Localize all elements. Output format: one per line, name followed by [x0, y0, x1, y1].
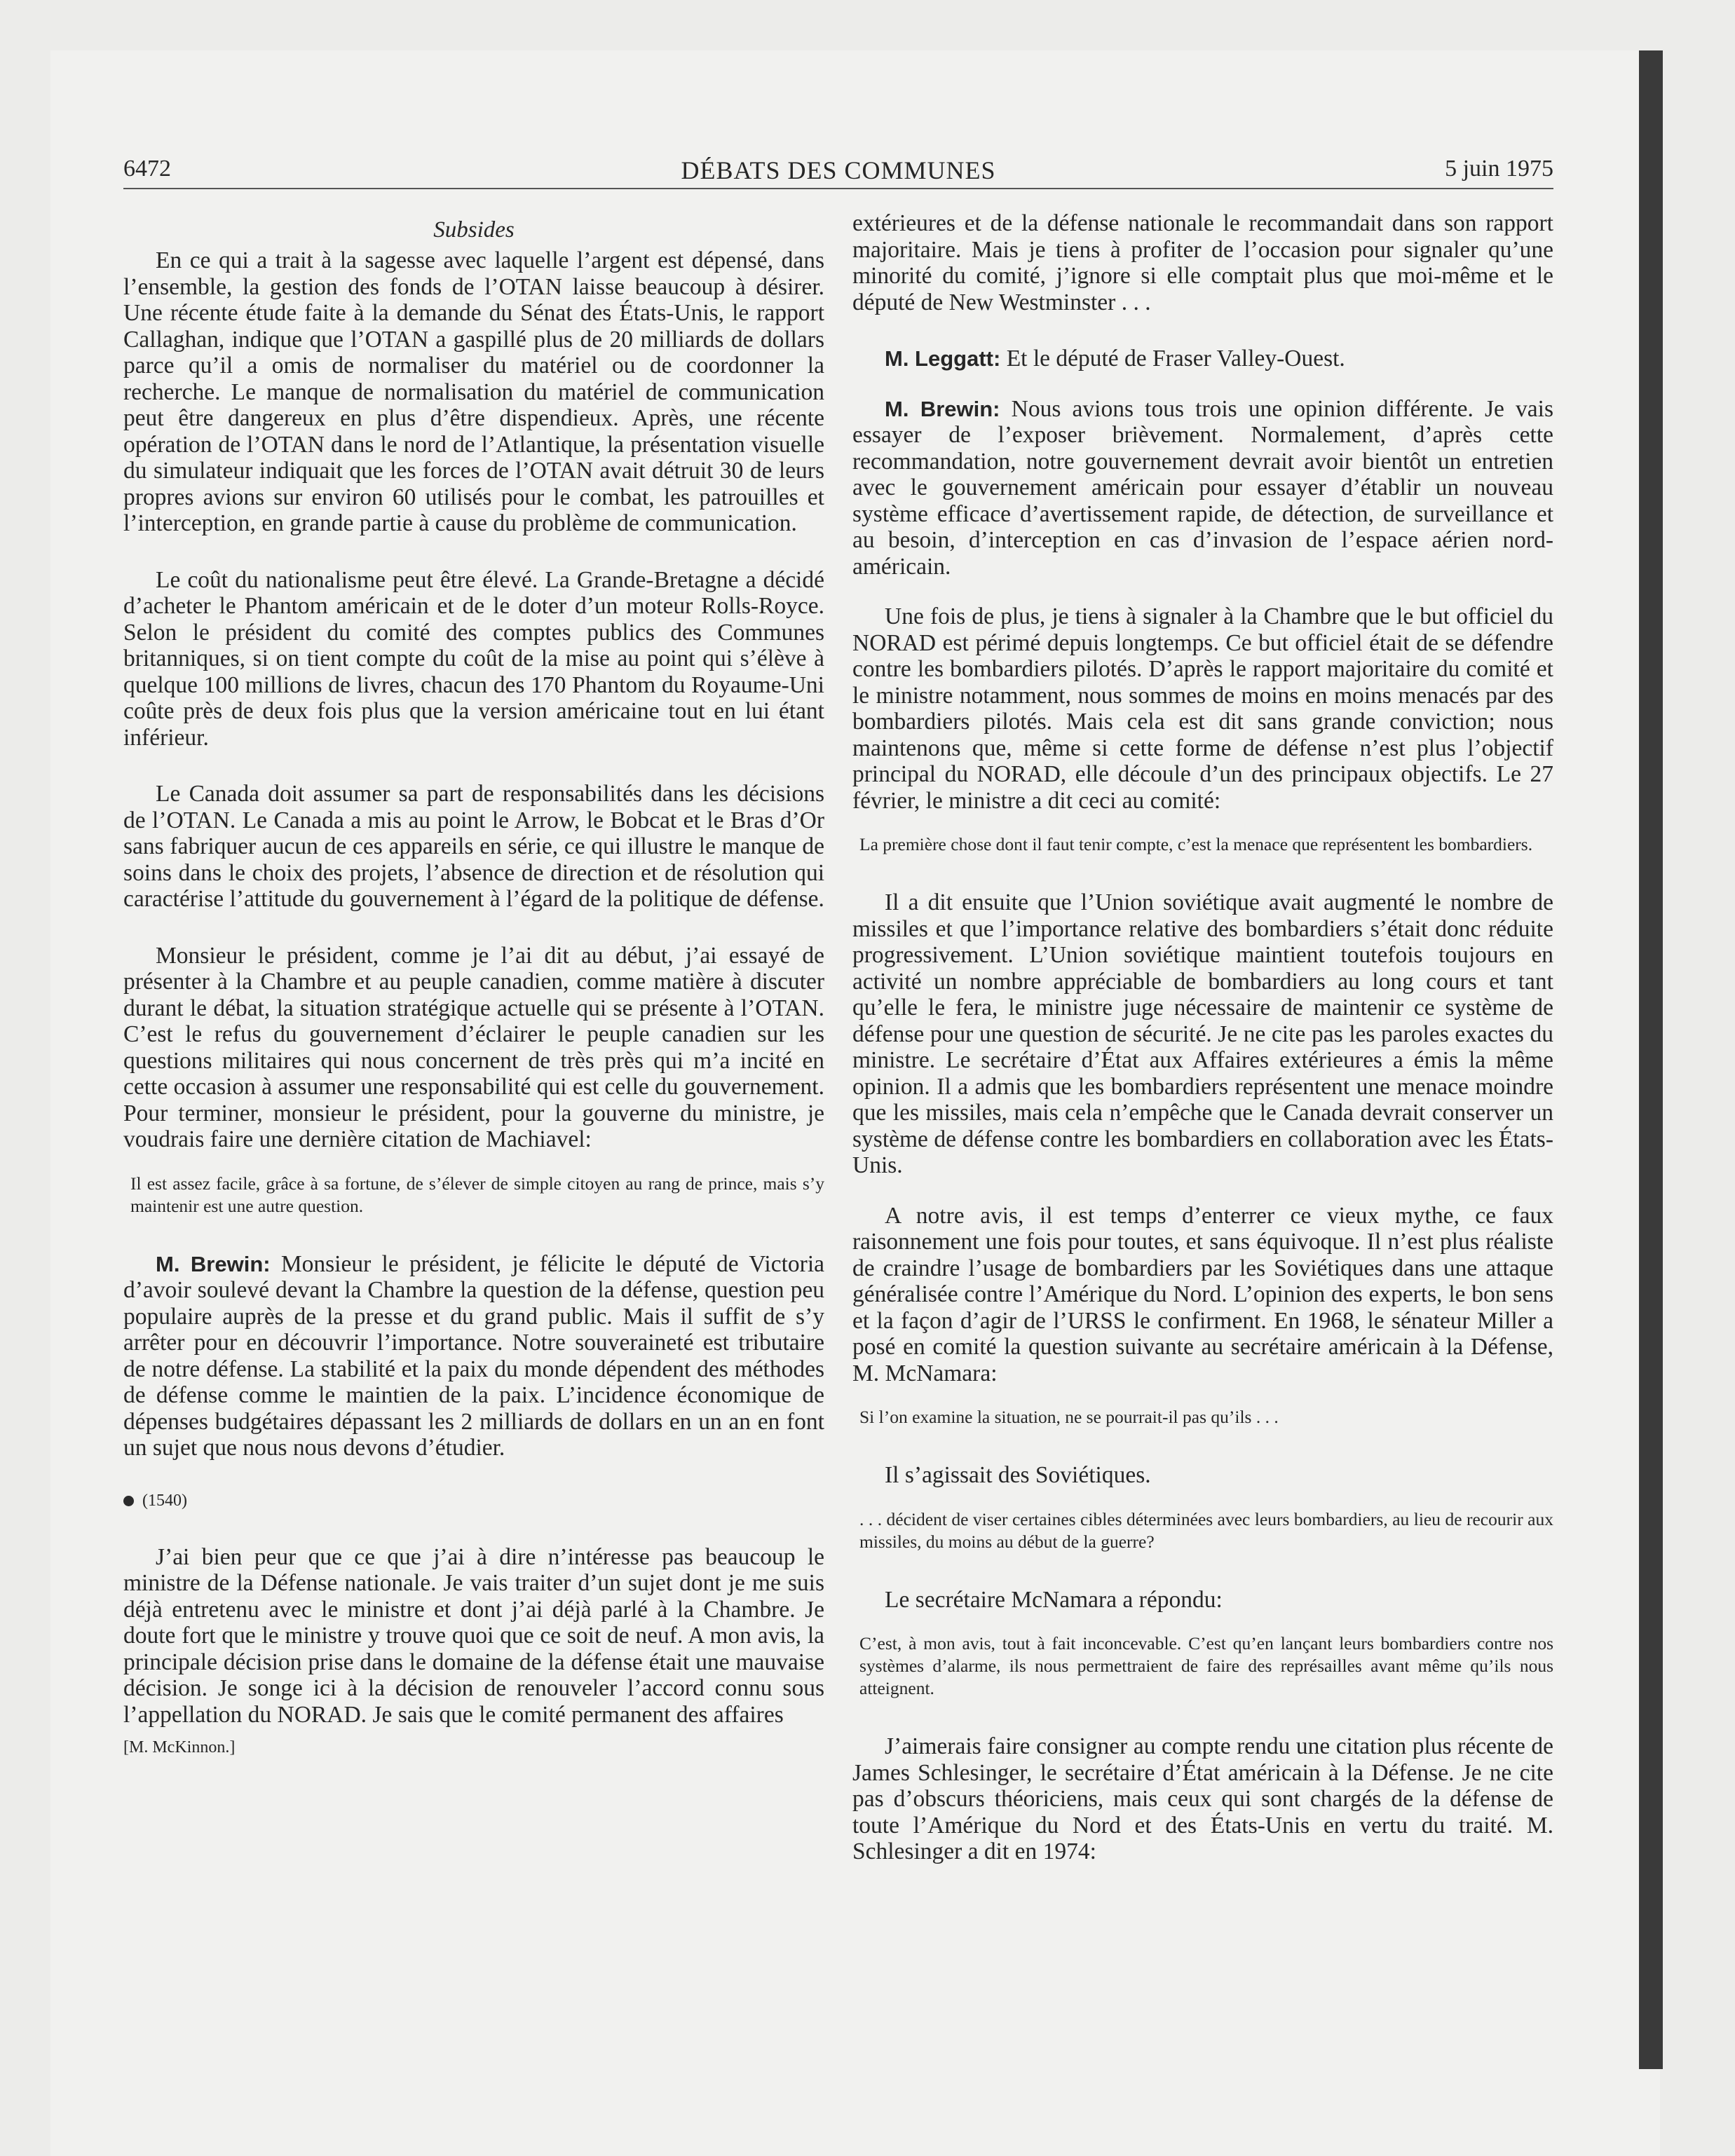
paragraph: Le secrétaire McNamara a répondu: — [885, 1586, 1223, 1613]
page-date: 5 juin 1975 — [1445, 156, 1553, 182]
bullet-icon — [123, 1496, 134, 1506]
block-quote: C’est, à mon avis, tout à fait inconcevable. C’est qu’en lançant leurs bombardiers contre nos systèmes d’alarme, ils nous permettraient de faire des représailles avant même qu’ils nous atteignent. — [859, 1633, 1553, 1698]
speech-paragraph — [123, 1251, 824, 1461]
speech-text: Et le député de Fraser Valley-Ouest. — [1006, 346, 1345, 371]
scan-margin-left — [0, 0, 50, 2156]
left-column — [123, 210, 824, 1757]
block-quote: Il est assez facile, grâce à sa fortune, de s’élever de simple citoyen au rang de prince, mais s’y maintenir est une autre question. — [130, 1173, 824, 1216]
block-quote: Si l’on examine la situation, ne se pourrait-il pas qu’ils . . . — [859, 1407, 1279, 1427]
paragraph: En ce qui a trait à la sagesse avec laquelle l’argent est dépensé, dans l’ensemble, la gestion des fonds de l’OTAN laisse beaucoup à désirer. Une récente étude faite à la demande du Sénat des États-Unis, le rapport Callaghan, indique que l’OTAN a gaspillé plus de 20 milliards de dollars parce qu’il a omis de normaliser du matériel ou de coordonner la recherche. Le manque de normalisation du matériel de communication peut être dangereux en plus d’être dispendieux. Après, une récente opération de l’OTAN dans le nord de l’Atlantique, la présentation visuelle du simulateur indiquait que les forces de l’OTAN avait détruit 30 de leurs propres avions sur environ 60 utilisés pour le combat, les patrouilles et l’interception, en grande partie à cause du problème de communication. — [123, 247, 824, 536]
paragraph: J’aimerais faire consigner au compte rendu une citation plus récente de James Schlesinger, le secrétaire d’État américain à la Défense. Je ne cite pas d’obscurs théoriciens, mais ceux qui sont chargés de la défense de toute l’Amérique du Nord et des États-Unis en vertu du traité. M. Schlesinger a dit en 1974: — [852, 1733, 1553, 1864]
speech-paragraph — [852, 396, 1553, 580]
speech-text: Nous avions tous trois une opinion différente. Je vais essayer de l’exposer brièvement. Normalement, d’après cette recommandation, notre gouvernement devrait avoir bientôt un entretien avec le gouvernement américain pour essayer d’établir un nouveau système efficace d’avertissement rapide, de détection, de surveillance et au besoin, d’interception en cas d’invasion de l’espace aérien nord-américain. — [852, 395, 1553, 580]
speaker-name: M. Brewin: — [885, 396, 1000, 421]
right-column — [852, 210, 1553, 1895]
scan-dark-edge — [1639, 50, 1663, 2069]
block-quote: . . . décident de viser certaines cibles déterminées avec leurs bombardiers, au lieu de recourir aux missiles, du moins au début de la guerre? — [859, 1508, 1553, 1552]
speech-text: Monsieur le président, je félicite le député de Victoria d’avoir soulevé devant la Chambre la question de la défense, question peu populaire auprès de la presse et du grand public. Mais il suffit de s’y arrêter pour en découvrir l’importance. Notre souveraineté est tributaire de notre défense. La stabilité et la paix du monde dépendent des méthodes de défense comme le maintien de la paix. L’incidence économique de dépenses budgétaires dépassant les 2 milliards de dollars en un an en font un sujet que nous nous devons d’étudier. — [123, 1250, 824, 1461]
speech-paragraph — [852, 346, 1553, 372]
publication-title: DÉBATS DES COMMUNES — [681, 156, 996, 184]
speaker-signature: [M. McKinnon.] — [123, 1738, 236, 1756]
page-header — [123, 156, 1553, 189]
paragraph: extérieures et de la défense nationale le recommandait dans son rapport majoritaire. Mais je tiens à profiter de l’occasion pour signaler qu’une minorité du comité, j’ignore si elle comptait plus que moi-même et le député de New Westminster . . . — [852, 210, 1553, 315]
paragraph: Le coût du nationalisme peut être élevé. La Grande-Bretagne a décidé d’acheter le Phantom américain et de le doter d’un moteur Rolls-Royce. Selon le président du comité des comptes publics des Communes britanniques, si on tient compte du coût de la mise au point qui s’élève à quelque 100 millions de livres, chacun des 170 Phantom du Royaume-Uni coûte près de deux fois plus que la version américaine tout en lui étant inférieur. — [123, 566, 824, 751]
paragraph: Le Canada doit assumer sa part de responsabilités dans les décisions de l’OTAN. Le Canada a mis au point le Arrow, le Bobcat et le Bras d’Or sans fabriquer aucun de ces appareils en série, ce qui illustre le manque de soins dans le choix des projets, l’absence de direction et de résolution qui caractérise l’attitude du gouvernement à l’égard de la politique de défense. — [123, 781, 824, 912]
paragraph: A notre avis, il est temps d’enterrer ce vieux mythe, ce faux raisonnement une fois pour toutes, et sans équivoque. Il n’est plus réaliste de craindre l’usage de bombardiers par les Soviétiques dans une attaque généralisée contre l’Amérique du Nord. L’opinion des experts, le bon sens et la façon d’agir de l’URSS le confirment. En 1968, le sénateur Miller a posé en comité la question suivante au secrétaire américain à la Défense, M. McNamara: — [852, 1202, 1553, 1386]
paragraph: J’ai bien peur que ce que j’ai à dire n’intéresse pas beaucoup le ministre de la Défense nationale. Je vais traiter d’un sujet dont je me suis déjà entretenu avec le ministre et dont j’ai déjà parlé à la Chambre. Je doute fort que le ministre y trouve quoi que ce soit de neuf. A mon avis, la principale décision prise dans le domaine de la défense était une mauvaise décision. Je songe ici à la décision de renouveler l’accord connu sous l’appellation du NORAD. Je sais que le comité permanent des affaires — [123, 1543, 824, 1728]
time-marker-text: (1540) — [142, 1491, 187, 1510]
block-quote: La première chose dont il faut tenir compte, c’est la menace que représentent les bombardiers. — [859, 834, 1533, 854]
paragraph: Monsieur le président, comme je l’ai dit au début, j’ai essayé de présenter à la Chambre et au peuple canadien, comme matière à discuter durant le débat, la situation stratégique actuelle qui se présente à l’OTAN. C’est le refus du gouvernement d’éclairer le peuple canadien sur les questions militaires qui nous concernent de très près qui m’a incité en cette occasion à assumer une responsabilité qui est celle du gouvernement. Pour terminer, monsieur le président, pour la gouverne du ministre, je voudrais faire une dernière citation de Machiavel: — [123, 942, 824, 1152]
speaker-name: M. Brewin: — [156, 1251, 271, 1276]
paragraph: Une fois de plus, je tiens à signaler à la Chambre que le but officiel du NORAD est périmé depuis longtemps. Ce but officiel était de se défendre contre les bombardiers pilotés. D’après le rapport majoritaire du comité et le ministre notamment, nous sommes de moins en moins menacés par des bombardiers pilotés. Mais cela est dit sans grande conviction; nous maintenons que, même si cette forme de défense n’est plus l’objectif principal du NORAD, elle découle d’un des principaux objectifs. Le 27 février, le ministre a dit ceci au comité: — [852, 603, 1553, 814]
speaker-name: M. Leggatt: — [885, 346, 1001, 371]
section-title: Subsides — [433, 217, 515, 243]
paragraph: Il s’agissait des Soviétiques. — [885, 1462, 1151, 1488]
scan-margin-top — [0, 0, 1735, 50]
scan-margin-right — [1660, 0, 1735, 2156]
paragraph: Il a dit ensuite que l’Union soviétique avait augmenté le nombre de missiles et que l’importance relative des bombardiers s’était donc réduite progressivement. L’Union soviétique maintient toutefois toujours en activité un nombre appréciable de bombardiers au long cours et tant qu’elle le fera, le ministre juge nécessaire de maintenir ce système de défense pour une question de sécurité. Je ne cite pas les paroles exactes du ministre. Le secrétaire d’État aux Affaires extérieures a émis la même opinion. Il a admis que les bombardiers représentent une menace moindre que les missiles, mais cela n’empêche que le Canada devrait conserver un système de défense contre les bombardiers en collaboration avec les États-Unis. — [852, 889, 1553, 1178]
page-number: 6472 — [123, 156, 171, 182]
time-marker — [123, 1492, 824, 1510]
